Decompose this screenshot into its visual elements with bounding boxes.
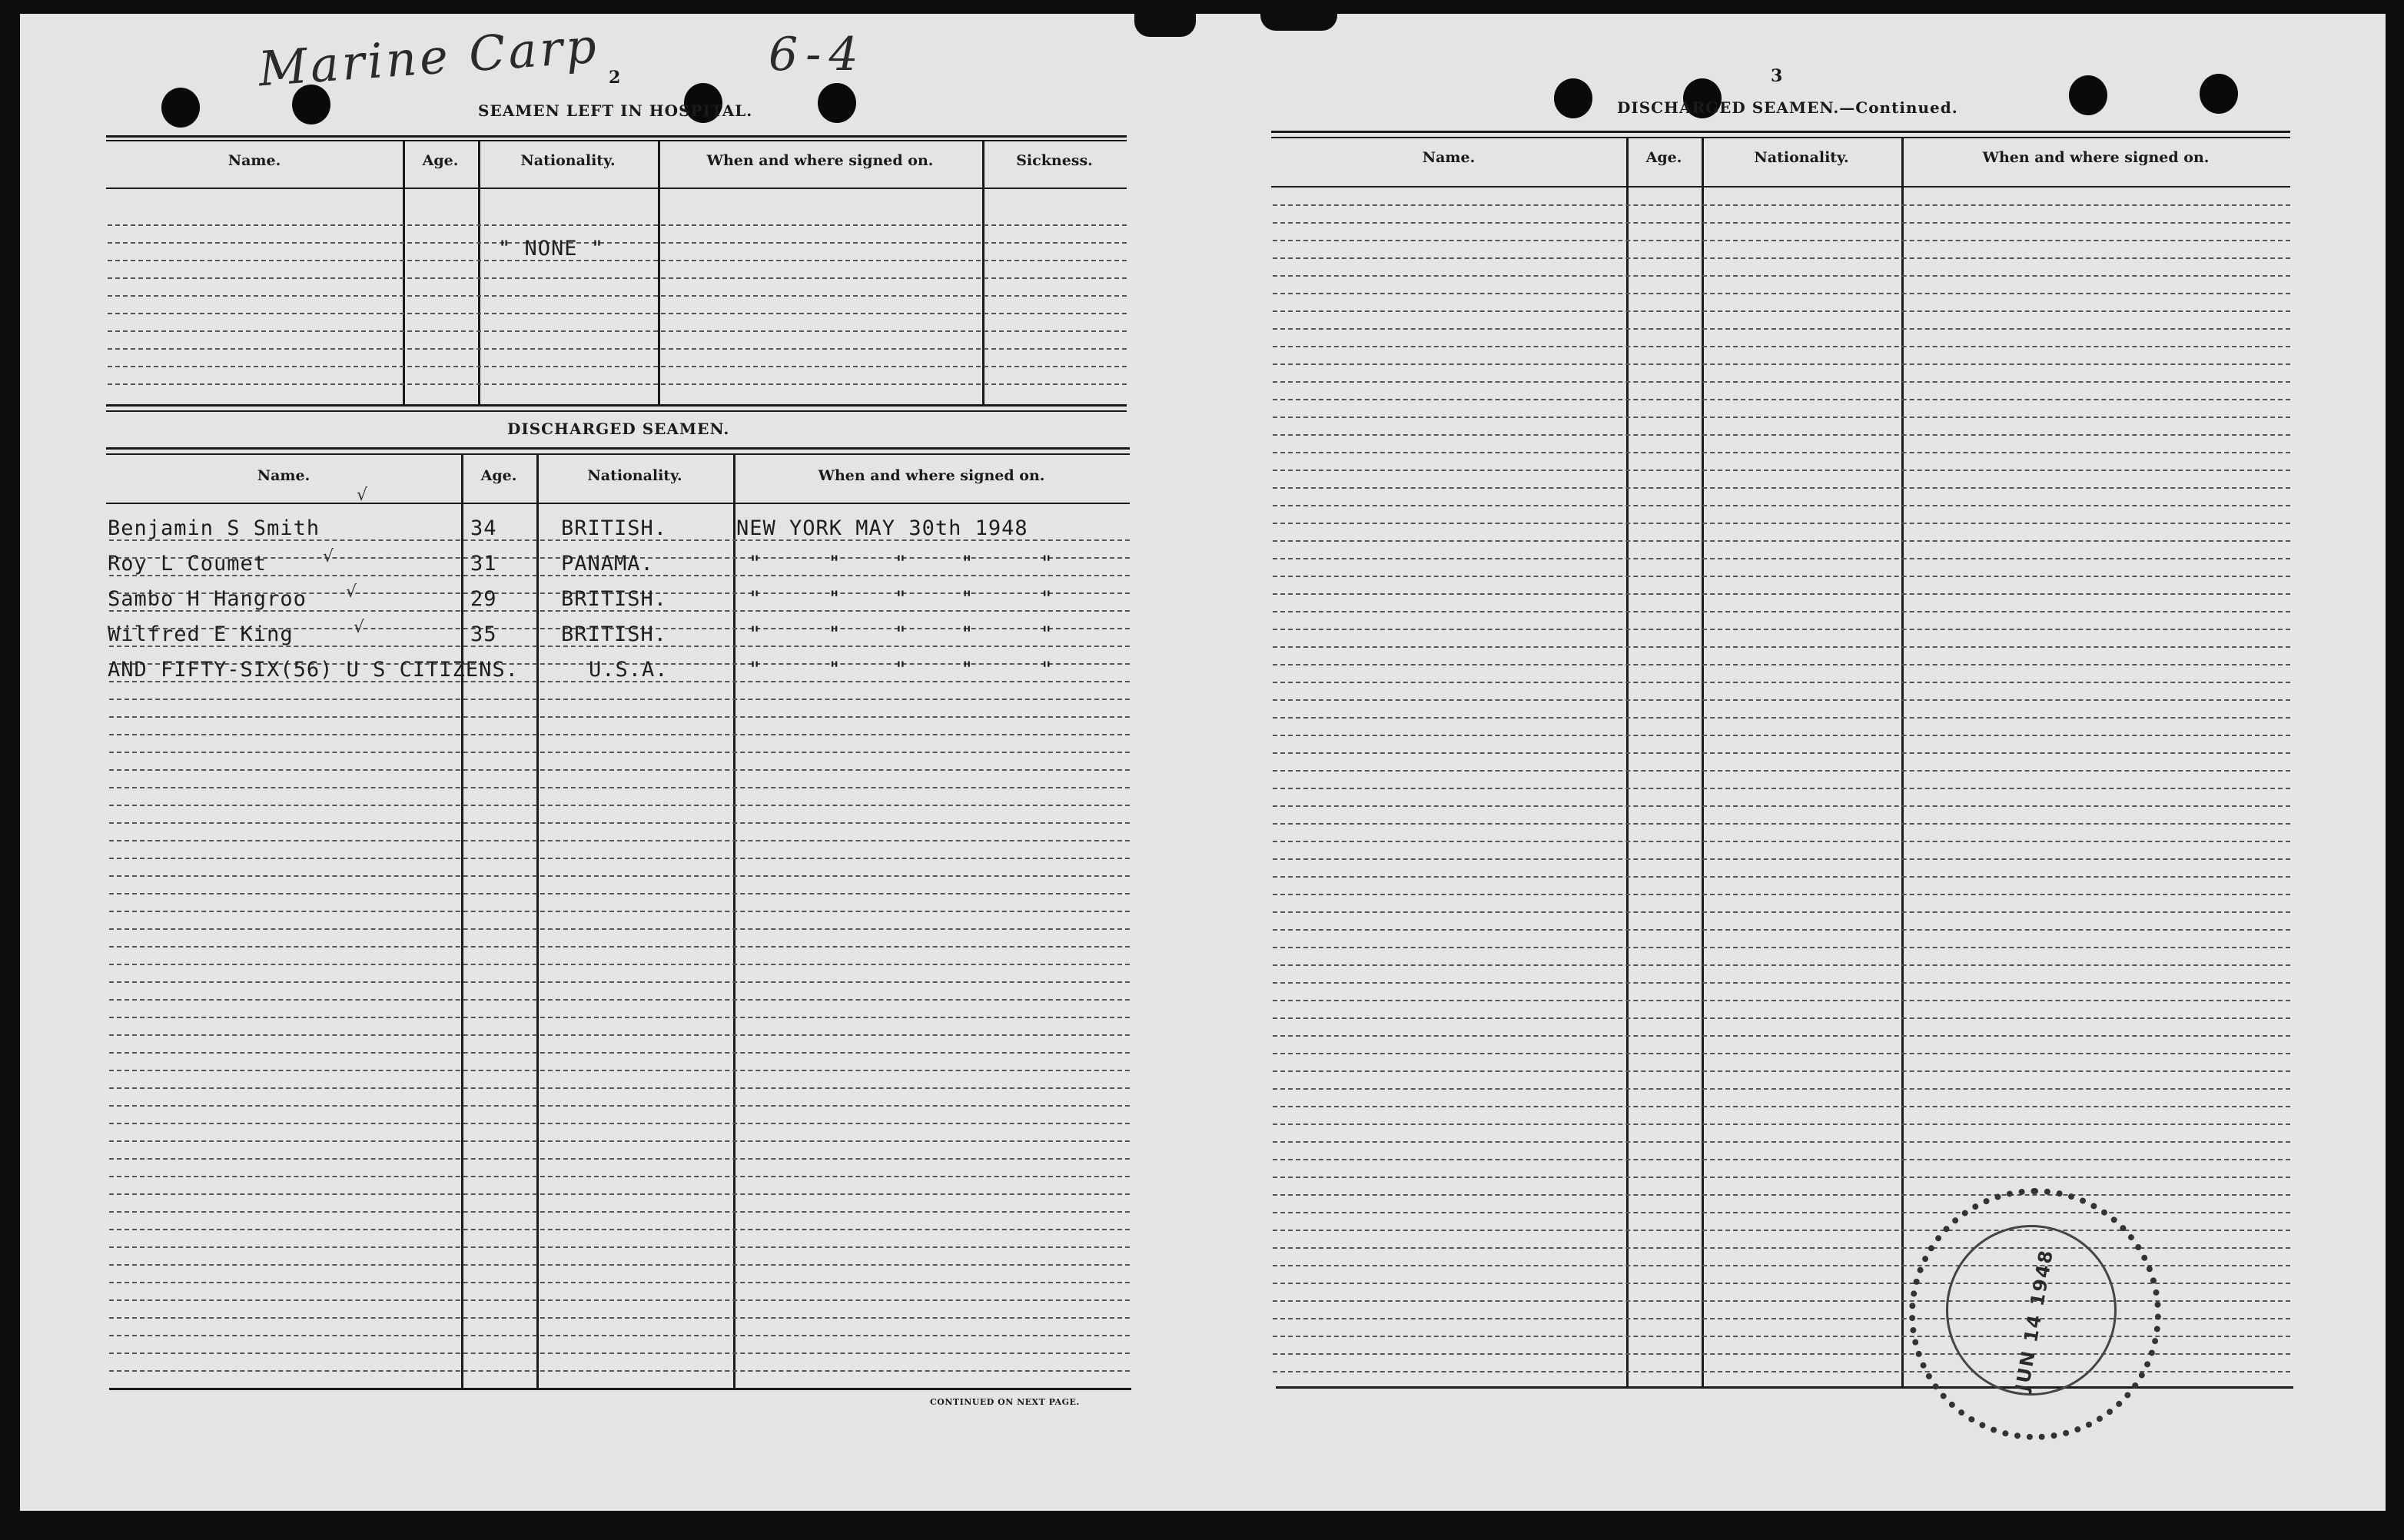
check-mark: √ — [346, 582, 357, 602]
right-col-name: Name. — [1422, 149, 1476, 166]
ruled-line — [1273, 363, 2290, 365]
ruled-line — [109, 981, 1130, 983]
ruled-line — [1273, 964, 2290, 966]
ruled-line — [108, 277, 1127, 279]
hospital-col-name: Name. — [227, 152, 281, 169]
ruled-line — [108, 348, 1127, 350]
postmark-date: JUN 14 1948 — [2011, 1247, 2058, 1393]
ruled-line — [109, 1352, 1130, 1354]
ruled-line — [1273, 275, 2290, 277]
discharged-top-rule2 — [106, 453, 1130, 455]
handwritten-note: Marine Carp — [256, 17, 601, 98]
ruled-line — [109, 999, 1130, 1001]
ruled-line — [109, 1335, 1130, 1336]
ruled-line — [108, 260, 1127, 261]
ruled-line — [1273, 1177, 2290, 1178]
hospital-col-age: Age. — [422, 152, 459, 169]
row-name: Sambo H Hangroo — [108, 587, 307, 611]
punch-hole — [2200, 74, 2238, 114]
ruled-line — [1273, 752, 2290, 754]
ruled-line — [1273, 858, 2290, 860]
ruled-line — [109, 1087, 1130, 1089]
ruled-line — [1273, 417, 2290, 418]
ruled-line — [109, 1317, 1130, 1319]
discharged-col-nationality: Nationality. — [587, 467, 682, 484]
ruled-line — [1273, 434, 2290, 436]
ruled-line — [1273, 1123, 2290, 1125]
ruled-line — [109, 1370, 1130, 1372]
ruled-line — [109, 893, 1130, 894]
hospital-top-rule — [106, 135, 1127, 138]
ruled-line — [108, 242, 1127, 244]
discharged-col-signed: When and where signed on. — [818, 467, 1045, 484]
postmark-stamp — [1909, 1188, 2161, 1440]
ruled-line — [109, 1105, 1130, 1107]
summary-signed: " " " " " — [749, 658, 1054, 682]
row-age: 34 — [470, 516, 497, 540]
ruled-line — [1273, 576, 2290, 577]
ruled-line — [1273, 664, 2290, 665]
ruled-line — [1273, 452, 2290, 453]
ruled-line — [1273, 1159, 2290, 1160]
ruled-line — [1273, 470, 2290, 471]
ruled-line — [109, 964, 1130, 965]
ruled-line — [1273, 328, 2290, 330]
ruled-line — [1273, 1212, 2290, 1213]
ruled-line — [108, 295, 1127, 297]
ruled-line — [1273, 1230, 2290, 1231]
ruled-line — [1273, 894, 2290, 895]
row-nationality: BRITISH. — [561, 622, 668, 646]
check-mark: √ — [323, 547, 334, 566]
page-number-left: 2 — [609, 68, 621, 88]
hospital-top-rule2 — [106, 140, 1127, 141]
hospital-none-entry: " NONE " — [498, 237, 605, 261]
hospital-header-rule — [106, 188, 1127, 189]
ruled-line — [109, 1246, 1130, 1248]
ruled-line — [1273, 204, 2290, 206]
discharged-top-rule — [106, 447, 1130, 450]
ruled-line — [109, 1140, 1130, 1142]
ruled-line — [1273, 929, 2290, 931]
hospital-col-divider — [403, 141, 405, 404]
ruled-line — [109, 1123, 1130, 1124]
ruled-line — [109, 946, 1130, 948]
row-signed: NEW YORK MAY 30th 1948 — [736, 516, 1028, 540]
row-signed: " " " " " — [749, 552, 1054, 576]
ruled-line — [109, 787, 1130, 788]
ruled-line — [109, 1017, 1130, 1018]
ruled-line — [1273, 257, 2290, 259]
ruled-line — [109, 822, 1130, 824]
ruled-line — [1273, 222, 2290, 224]
right-section-title: DISCHARGED SEAMEN.—Continued. — [1617, 98, 1958, 117]
ruled-line — [108, 313, 1127, 314]
punch-hole — [2069, 75, 2107, 115]
hospital-col-sickness: Sickness. — [1016, 152, 1093, 169]
ruled-line — [1273, 823, 2290, 825]
ruled-line — [1273, 558, 2290, 559]
row-name: Wilfred E King — [108, 622, 294, 646]
ruled-line — [1273, 505, 2290, 506]
hospital-bottom-rule2 — [106, 410, 1127, 412]
scan-notch — [1260, 14, 1337, 31]
discharged-header-rule — [106, 503, 1130, 504]
ruled-line — [1273, 1194, 2290, 1196]
ruled-line — [1273, 699, 2290, 701]
punch-hole — [818, 83, 856, 123]
check-mark: √ — [357, 486, 368, 505]
hospital-col-signed: When and where signed on. — [706, 152, 934, 169]
ruled-line — [1273, 1088, 2290, 1090]
ruled-line — [109, 699, 1130, 700]
ruled-line — [1273, 1106, 2290, 1107]
ruled-line — [109, 840, 1130, 841]
right-top-rule2 — [1271, 137, 2290, 138]
ruled-line — [1273, 293, 2290, 294]
right-col-age: Age. — [1645, 149, 1682, 166]
row-signed: " " " " " — [749, 587, 1054, 611]
ruled-line — [109, 911, 1130, 912]
handwritten-ref: 6-4 — [769, 28, 866, 81]
row-nationality: BRITISH. — [561, 587, 668, 611]
ruled-line — [1273, 629, 2290, 630]
right-col-divider — [1901, 138, 1904, 1386]
ruled-line — [1273, 1035, 2290, 1037]
row-nationality: BRITISH. — [561, 516, 668, 540]
ruled-line — [1273, 1017, 2290, 1019]
ruled-line — [1273, 1141, 2290, 1143]
ruled-line — [109, 752, 1130, 753]
page-number-right: 3 — [1771, 66, 1783, 86]
ruled-line — [108, 383, 1127, 385]
hospital-col-divider — [982, 141, 985, 404]
hospital-bottom-rule — [106, 404, 1127, 407]
ruled-line — [1273, 487, 2290, 489]
hospital-section-title: SEAMEN LEFT IN HOSPITAL. — [478, 101, 753, 120]
hospital-col-nationality: Nationality. — [520, 152, 616, 169]
ruled-line — [1273, 717, 2290, 719]
ruled-line — [1273, 876, 2290, 878]
ruled-line — [1273, 523, 2290, 524]
discharged-col-age: Age. — [480, 467, 517, 484]
ruled-line — [1273, 646, 2290, 648]
ruled-line — [109, 1176, 1130, 1177]
ruled-line — [1273, 611, 2290, 612]
ruled-line — [1273, 381, 2290, 383]
ruled-line — [109, 1211, 1130, 1213]
discharged-bottom-rule — [109, 1388, 1131, 1390]
ruled-line — [1273, 1053, 2290, 1054]
ruled-line — [109, 1193, 1130, 1195]
ruled-line — [109, 1052, 1130, 1054]
punch-hole — [1554, 78, 1592, 118]
ruled-line — [109, 1034, 1130, 1036]
row-age: 35 — [470, 622, 497, 646]
check-mark: √ — [354, 618, 365, 637]
row-signed: " " " " " — [749, 622, 1054, 646]
hospital-col-divider — [478, 141, 480, 404]
continued-note: CONTINUED ON NEXT PAGE. — [930, 1397, 1080, 1407]
ruled-line — [109, 928, 1130, 930]
summary-nationality: U.S.A. — [589, 658, 669, 682]
ruled-line — [1273, 399, 2290, 400]
ruled-line — [109, 805, 1130, 806]
right-col-nationality: Nationality. — [1754, 149, 1849, 166]
ruled-line — [109, 1158, 1130, 1160]
ruled-line — [109, 769, 1130, 771]
ruled-line — [1273, 310, 2290, 312]
ruled-line — [1273, 805, 2290, 807]
summary-row: AND FIFTY-SIX(56) U S CITIZENS. — [108, 658, 519, 682]
ruled-line — [1273, 593, 2290, 595]
punch-hole — [161, 88, 200, 128]
discharged-section-title: DISCHARGED SEAMEN. — [507, 420, 730, 438]
row-age: 29 — [470, 587, 497, 611]
right-col-signed: When and where signed on. — [1982, 149, 2210, 166]
row-nationality: PANAMA. — [561, 552, 654, 576]
ruled-line — [109, 1229, 1130, 1230]
ruled-line — [108, 224, 1127, 226]
ruled-line — [109, 1264, 1130, 1266]
ruled-line — [108, 330, 1127, 332]
ruled-line — [1273, 788, 2290, 789]
ruled-line — [109, 1299, 1130, 1301]
ruled-line — [109, 1282, 1130, 1283]
ruled-line — [109, 716, 1130, 718]
hospital-col-divider — [658, 141, 660, 404]
row-name: Benjamin S Smith — [108, 516, 320, 540]
ruled-line — [109, 875, 1130, 877]
right-top-rule — [1271, 131, 2290, 133]
right-header-rule — [1271, 186, 2290, 188]
ruled-line — [1273, 911, 2290, 913]
ruled-line — [1273, 770, 2290, 772]
ruled-line — [109, 1070, 1130, 1071]
ruled-line — [1273, 346, 2290, 347]
ruled-line — [109, 734, 1130, 735]
ruled-line — [1273, 1070, 2290, 1072]
scan-notch — [1134, 14, 1196, 37]
row-name: Roy L Coumet — [108, 552, 267, 576]
ruled-line — [1273, 841, 2290, 842]
right-bottom-rule — [1276, 1386, 2293, 1389]
ruled-line — [1273, 540, 2290, 542]
ruled-line — [1273, 947, 2290, 948]
right-col-divider — [1626, 138, 1629, 1386]
ruled-line — [1273, 682, 2290, 683]
ruled-line — [108, 366, 1127, 367]
ruled-line — [1273, 735, 2290, 736]
row-age: 31 — [470, 552, 497, 576]
ruled-line — [109, 858, 1130, 859]
ruled-line — [1273, 240, 2290, 241]
right-col-divider — [1702, 138, 1704, 1386]
ruled-line — [1273, 1000, 2290, 1001]
discharged-col-name: Name. — [257, 467, 310, 484]
ruled-line — [1273, 982, 2290, 984]
